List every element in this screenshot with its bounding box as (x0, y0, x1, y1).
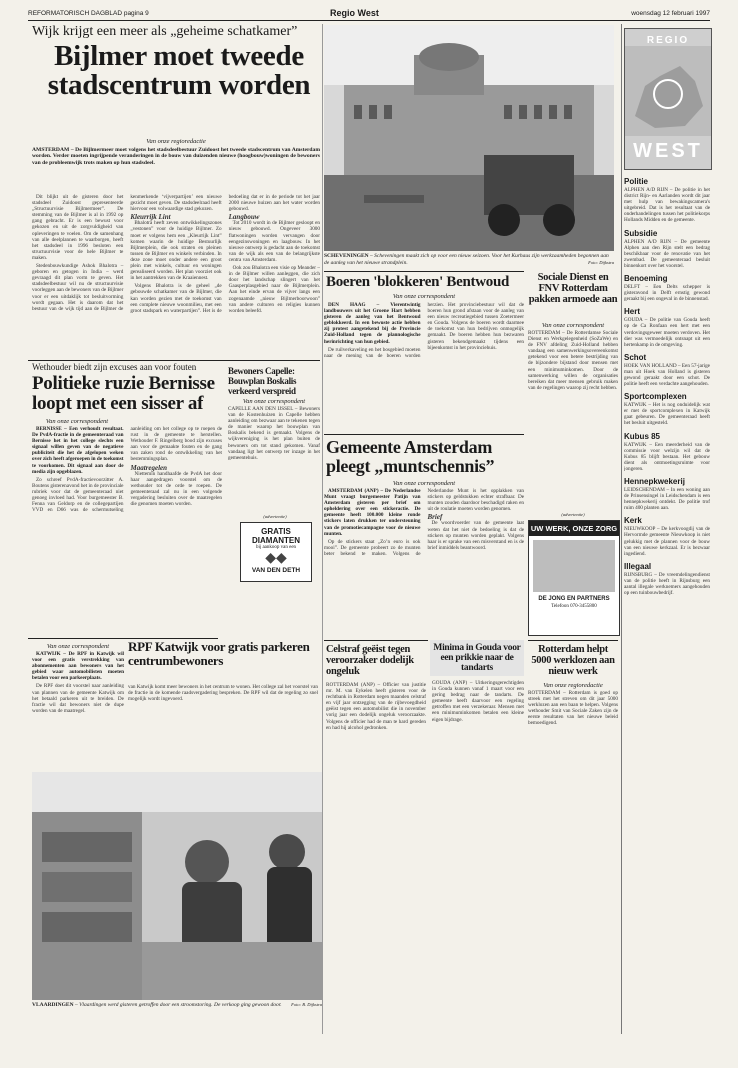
sidebar-item-text: KATWIJK – Het is nog onduidelijk wat er met de sportcomplexen in Katwijk gaat gebeuren. De gemeenteraad heeft het besluit uitgesteld. (624, 402, 710, 427)
lead-paragraph: Ook zou Bhalotra een visie op Meander – in de Bijlmer willen aanleggen, die zich door het landschap slingert van het Gaasperplasgebied naar de Bijlmerplein. Aan het einde ervan de vijver langs een zogenaamde „nieuw Bijlmerboorwoon” van andere culturen en religies kunnen worden beleefd. (228, 265, 320, 314)
kurhaus-caption-text: – Scheveningen maakt zich op voor een nieuw seizoen. Voor het Kurhaus zijn werkzaamheden begonnen aan de aanleg van het nieuwe strandplein. (324, 253, 609, 266)
fnv-headline: Sociale Dienst en FNV Rotterdam pakken armoede aan (528, 272, 618, 305)
lead-byline: Van onze regioredactie (146, 138, 206, 145)
uw-werk-ad-image (533, 540, 615, 592)
lead-intro: AMSTERDAM – De Bijlmermeer moet volgens het stadsdeelbestuur Zuidoost het tweede stadscentrum van Amsterdam worden. Verder moeten ingrijpende veranderingen in de bouw van duizenden nieuwe (hoogbouw)woningen de bewoners van de probleemwijk trots maken op hun stadsdeel. (32, 147, 320, 166)
gemeente-headline: Gemeente Amsterdam pleegt „muntschennis” (326, 437, 495, 476)
diamanten-ad-title: GRATIS DIAMANTEN (252, 527, 300, 545)
gemeente-intro: AMSTERDAM (ANP) – De Nederlandse Munt vraagt burgemeester Patijn van Amsterdam gisteren per brief om opheldering over een stickeractie. De gemeente heeft 100.000 kleine ronde stickers laten drukken ter ondersteuning van de promotiecampagne voor de nieuwe munten. (324, 488, 421, 537)
vlaardingen-caption (32, 1002, 322, 1009)
sidebar-item-title: Hert (624, 307, 641, 317)
lead-paragraph: Stedenbouwkundige Ashok Bhalotra – geboren en getogen in India – werd gevraagd dit plan vorm te geven. Het stadsdeelbestuur wil nu de structuurvisie voorleggen aan de bewoners van de Bijlmer voor er een uitdaklijk tot besluitvorming wordt gegaan. Het is daarom dat het bestuur van de wijk tijd aan de Bijlmer de kenmerkende ‘vijverpartijen’ een nieuwe gezicht moet geven. De stadsdeelraad heeft hiervoor een volwaardige stad gekozen. (32, 194, 222, 312)
boskalis-headline: Bewoners Capelle: Bouwplan Boskalis verkeerd verspreid (228, 366, 297, 396)
sidebar-item-title: Politie (624, 177, 649, 186)
kurhaus-photo-illustration (324, 25, 614, 251)
sidebar-item-title: Illegaal (624, 561, 652, 571)
sidebar-item-text: NIEUWKOOP – De kerkvoogdij van de Hervormde gemeente Nieuwkoop is niet gelukkig met de plannen voor de bouw van een nieuwe kerkzaal. Er is bezwaar ingediend. (624, 526, 710, 557)
sidebar-item-title: Hennepkwekerij (624, 477, 685, 486)
lead-paragraph: Dit blijkt uit de gisteren door het stadsdeel Zuidoost gepresenteerde „Structuurvisie Bijlmermeer”. De stemming van de Bijlmer is al in 1992 op gang gebracht. Er is een bewust voor gekozen en uit de zorgvuldigheid van opleveringen te voelen. Om de samenhang van alle deelplannen te waarborgen, heeft het stadsdeel in 1996 besloten een structuurvisie voor de hele Bijlmer te maken. (32, 194, 124, 261)
sidebar-item-text: DELFT – Een Delts schepper is gisteravond in Delft ernstig gewond geraakt bij een ongeval in de binnenstad. (624, 284, 710, 303)
ad-label: (advertentie) (561, 512, 585, 517)
lead-subhead: Kleurrijk Lint (130, 213, 171, 222)
politieke-subhead: Maatregelen (130, 463, 168, 472)
rotterdam-headline: Rotterdam helpt 5000 werklozen aan nieuw werk (531, 644, 615, 677)
diamanten-ad (240, 522, 312, 582)
sidebar-item-text: ALPHEN A/D RIJN – De politie in het district Rijn- en Aarlanden wordt dit jaar met hulp van bewakingscamera's uitgebreid. Dat is het resultaat van de onderhandelingen tussen het politiekorps Hollands Midden en de gemeente. (624, 187, 710, 224)
fnv-byline: Van onze correspondent (541, 322, 605, 329)
sidebar-item-title: Subsidie (624, 228, 658, 238)
gemeente-body (324, 488, 524, 638)
uw-werk-ad-company: DE JONG EN PARTNERS (538, 596, 610, 602)
boeren-headline: Boeren 'blokkeren' Bentwoud (326, 274, 510, 290)
diamanten-ad-subtitle: bij aankoop van een (255, 545, 297, 550)
sidebar-item-text: LEIDSCHENDAM – In een woning aan de Prinsensingel in Leidschendam is een hennepkwekerij ontdekt. De politie trof ruim 400 planten aan. (624, 487, 710, 512)
sidebar-item-text: KATWIJK – Een meerderheid van de commissie voor welzijn wil dat de Kubus 85 blijft bestaan. Het gebouw dient als ontmoetingsruimte voor jongeren. (624, 441, 710, 472)
gemeente-subtext: De woordvoerder van de gemeente laat weten dat het niet de bedoeling is dat de stickers op munten worden geplakt. Volgens haar is er sprake van een misverstand en is de brief inmiddels beantwoord. (427, 520, 524, 551)
kurhaus-credit: Foto: Dijkstra (588, 259, 614, 265)
regio-west-logo (624, 28, 712, 170)
vlaardingen-photo (32, 772, 322, 1000)
column-rule (621, 24, 622, 1034)
rule (324, 271, 524, 272)
column-rule (322, 24, 323, 1034)
section-name: Regio West (330, 8, 379, 18)
vlaardingen-credit: Foto: B. Dijkstra (291, 1002, 322, 1007)
sidebar-item-title: Benoeming (624, 274, 668, 284)
sidebar-item-text: ALPHEN A/D RIJN – De gemeente Alphen aan den Rijn stelt een bedrag beschikbaar voor de renovatie van het zwembad. De gemeenteraad besluit binnenkort over het voorstel. (624, 238, 710, 269)
sidebar-item-title: Kubus 85 (624, 431, 661, 441)
boeren-intro: DEN HAAG – Vierentwintig landbouwers uit het Groene Hart hebben gisteren de aanleg van het Bentwoud geblokkeerd. In een bewuste actie hebben zij protest aangetekend bij de Provincie Zuid-Holland tegen de plannologische herinrichting van hun gebied. (324, 302, 421, 345)
lead-paragraph: Bhalotra heeft zeven ontwikkelingszones „vestonen” voor de huidige Bijlmer. Zo moet er volgens hem een „Kleurrijk Lint” komen waarin de huidige Bestuurlijk Bijlmerplein, die ook straten en pleinen tussen de Bijlmer en winkels verbinden. In deze zone moet onder andere een groot plein met winkels, cultuur en woningen gerealiseerd worden. Het plan voorziet ook in het aantrekken van de Kraaiennest. (130, 220, 222, 282)
boeren-body (324, 302, 524, 428)
gemeente-text: Op de stickers staat „Zo’n euro is ook mooi”. De gemeente probeert zo de munten beter bekend te maken. Volgens de Nederlandse Munt is het opplakken van stickers op geldstukken echter strafbaar. De munten zouden daardoor beschadigd raken en uit de roulatie moeten worden genomen. (324, 488, 524, 557)
lead-subhead: Langbouw (228, 213, 260, 222)
boeren-byline: Van onze correspondent (392, 293, 456, 300)
uw-werk-ad (528, 520, 620, 636)
katwijk-byline: Van onze correspondent (46, 643, 110, 650)
paper-name: REFORMATORISCH DAGBLAD pagina 9 (28, 10, 149, 17)
politieke-headline: Politieke ruzie Bernisse loopt met een sisser af (32, 373, 215, 414)
politieke-kicker: Wethouder biedt zijn excuses aan voor fouten (32, 362, 197, 372)
rule (324, 640, 428, 641)
celstraf-headline: Celstraf geëist tegen veroorzaker dodelijk ongeluk (326, 644, 414, 677)
boeren-text: De ruilverkaveling en het bosgebied moeten naar de mening van de boeren worden herzien. Het provinciebestuur wil dat de boeren hun grond afstaan voor de aanleg van een nieuw recreatiegebied tussen Zoetermeer en Gouda. Volgens de boeren wordt daarmee de toekomst van hun bedrijven onmogelijk gemaakt. De boeren hebben hun bezwaren gisteren bekendgemaakt tijdens een bijeenkomst in het provinciehuis. (324, 302, 524, 359)
minima-headline: Minima in Gouda voor een prikkie naar de tandarts (433, 643, 521, 673)
diamanten-ad-brand: VAN DEN DETH (251, 567, 301, 574)
page-date: woensdag 12 februari 1997 (631, 10, 710, 17)
rule (528, 640, 618, 641)
politieke-byline: Van onze correspondent (45, 418, 109, 425)
politieke-text: Zo schreef PvdA-fractievoorzitter A. Boutens gisterenavond het in de provinciale rubriek voor dat de gemeenteraad niet genoeg invloed had. Voor burgemeester B. Fenna van Geldorp en de collegepartijen VVD en D66 was de schermutseling aanleiding om het college op te roepen de rust in de gemeente te herstellen. Wethouder F. Ringelberg bood zijn excuses aan voor de gemaakte fouten en de gang van zaken rond de ontwikkeling van het bestemmingsplan. (32, 426, 222, 514)
boskalis-text: CAPELLE AAN DEN IJSSEL – Bewoners van de Kostenhuizen in Capelle hebben aanleiding om bezwaar aan te tekenen tegen de manier waarop het bouwplan van Boskalis bekend is gemaakt. Volgens de wijkvereniging is het plan buiten de bewoners om tot stand gekomen. Vanaf vandaag ligt het ontwerp ter inzage in het gemeentehuis. (228, 406, 320, 461)
logo-top-text: REGIO (646, 35, 690, 46)
ad-label: (advertentie) (263, 514, 287, 519)
sidebar-item-text: RIJNSBURG – De vreemdelingendienst van de politie heeft in Rijnsburg een aantal illegale werknemers aangehouden op een tuinbouwbedrijf. (624, 571, 710, 597)
katwijk-intro: KATWIJK – De RPF in Katwijk wil voor een gratis verstrekking van abonnementen aan bewoners van het gebied waar automobilisten moeten betalen voor een parkeerplaats. (32, 651, 124, 682)
lead-paragraph: Tot 2010 wordt in de Bijlmer gesloopt en nieuw gebouwd. Ongeveer 3000 flatwoningen worden vervangen door eengezinswoningen en laagbouw. In het nieuwe ontwerp is gedacht aan de toekomst van de wijk als een van de belangrijkste centra van Amsterdam. (228, 220, 320, 263)
politieke-body (32, 426, 222, 634)
boskalis-byline: Van onze correspondent (242, 398, 306, 405)
header-rule (28, 20, 710, 21)
rule (324, 434, 524, 435)
lead-headline: Bijlmer moet tweede stadscentrum worden (47, 40, 311, 101)
vlaardingen-caption-text: – Vlaardingen werd gisteren getroffen door een stroomstoring. De verkoop ging gewoon door. (73, 1002, 282, 1008)
rotterdam-byline: Van onze regioredactie (543, 682, 603, 689)
rpf-text: van Katwijk komt meer bewoners in het centrum te wonen. Het college zal het voorstel van de fractie in de komende raadsvergadering bespreken. De RPF wil dat de regeling zo snel mogelijk wordt ingevoerd. (128, 684, 318, 703)
celstraf-text: ROTTERDAM (ANP) – Officier van justitie mr. M. van Eykelen heeft gisteren voor de rechtbank in Rotterdam negen maanden celstraf en vijf jaar ontzegging van de rijbevoegdheid geëist tegen een automobilist die in november vorig jaar een dodelijk ongeluk veroorzaakte. Volgens de officier had de man te hard gereden en had hij alcohol gedronken. (326, 682, 426, 731)
gemeente-byline: Van onze correspondent (392, 480, 456, 487)
kurhaus-photo (324, 25, 614, 251)
kurhaus-caption (324, 253, 614, 266)
map-icon (625, 46, 711, 136)
gemeente-subhead: Brief (427, 513, 443, 522)
rule (28, 360, 320, 361)
lead-kicker: Wijk krijgt een meer als „geheime schatkamer” (32, 24, 298, 39)
uw-werk-ad-phone: Telefoon 070-3455800 (551, 604, 597, 609)
lead-paragraph: Volgens Bhalotra is de geheel „de gebouwde schatkamer van de Bijlmer, die kan worden gezien met de toekomst van een complete nieuwe woonmilieu, met een groot stadspark en waterpartijen”. Het is de bedoeling dat er in de periode tot het jaar 2000 nieuwe huizen aan het water worden gebouwd. (130, 194, 320, 314)
kurhaus-caption-lead: SCHEVENINGEN (324, 253, 369, 259)
uw-werk-ad-headline: UW WERK, ONZE ZORG (529, 521, 619, 536)
vlaardingen-caption-lead: VLAARDINGEN (32, 1002, 74, 1008)
sidebar-item-text: GOUDA – De politie van Gouda heeft op de Ca Ronfaan een hert met een verdovingsgeweer moeten verdoven. Het dier was vermoedelijk ontsnapt uit een hertenkamp in de omgeving. (624, 317, 710, 348)
fnv-text: ROTTERDAM – De Rotterdamse Sociale Dienst en Werkgelegenheid (SoZaWe) en de FNV afdeling Zuid-Holland hebben vandaag een samenwerkingsovereenkomst getekend voor een betere bestrijding van de bijzondere bijstand door mensen met een minimuminkomen. Door de samenwerking willen de organisaties bereiken dat meer mensen gebruik maken van de regelingen waarop zij recht hebben. (528, 330, 618, 391)
politieke-intro: BERNISSE – Een verhoudt resultaat. De PvdA-fractie in de gemeenteraad van Bernisse het in het college slechts een signaal willen geven van de negatieve publiciteit die het de afgelopen weken over zich heeft afgeroepen in de toekomst te voorkomen. Dit signaal aan door de media zijn opgeblazen. (32, 426, 124, 475)
katwijk-text: De RPF doet dit voorstel naar aanleiding van plannen van de gemeente Katwijk om het betaald parkeren uit te breiden. De fractie wil dat bewoners niet de dupe worden van de maatregel. (32, 683, 124, 714)
diamond-icon: ◆◆ (265, 551, 287, 566)
lead-body (32, 194, 320, 356)
sidebar-news (624, 172, 710, 1032)
politieke-subtext: Niettemin handhaafde de PvdA het door haar aangedragen voorstel om de wethouder tot de orde te roepen. De gemeenteraad zal nu in een volgende vergadering besluiten over de maatregelen die genomen moeten worden. (130, 470, 222, 508)
katwijk-body (32, 651, 124, 769)
minima-text: GOUDA (ANP) – Uitkeringsgerechtigden in Gouda kunnen vanaf 1 maart voor een gering bedrag naar de tandarts. De gemeente heeft daarvoor een regeling getroffen met een verzekeraar. Mensen met een minimuminkomen betalen een kleine eigen bijdrage. (432, 680, 524, 723)
sidebar-item-title: Kerk (624, 516, 642, 526)
rotterdam-text: ROTTERDAM – Rotterdam is goed op streek met het streven om dit jaar 5000 werklozen aan een baan te helpen. Volgens wethouder Smit van Sociale Zaken zijn de eerste resultaten van het nieuwe beleid bemoedigend. (528, 690, 618, 727)
logo-bottom-text: WEST (633, 140, 703, 162)
rpf-headline: RPF Katwijk voor gratis parkeren centrumbewoners (128, 639, 310, 668)
sidebar-item-title: Schot (624, 352, 647, 362)
sidebar-item-title: Sportcomplexen (624, 392, 687, 402)
sidebar-item-text: HOEK VAN HOLLAND – Een 57-jarige man uit Hoek van Holland is gisteren gewond geraakt door een schot. De politie heeft een verdachte aangehouden. (624, 362, 710, 388)
vlaardingen-photo-illustration (32, 772, 322, 1000)
